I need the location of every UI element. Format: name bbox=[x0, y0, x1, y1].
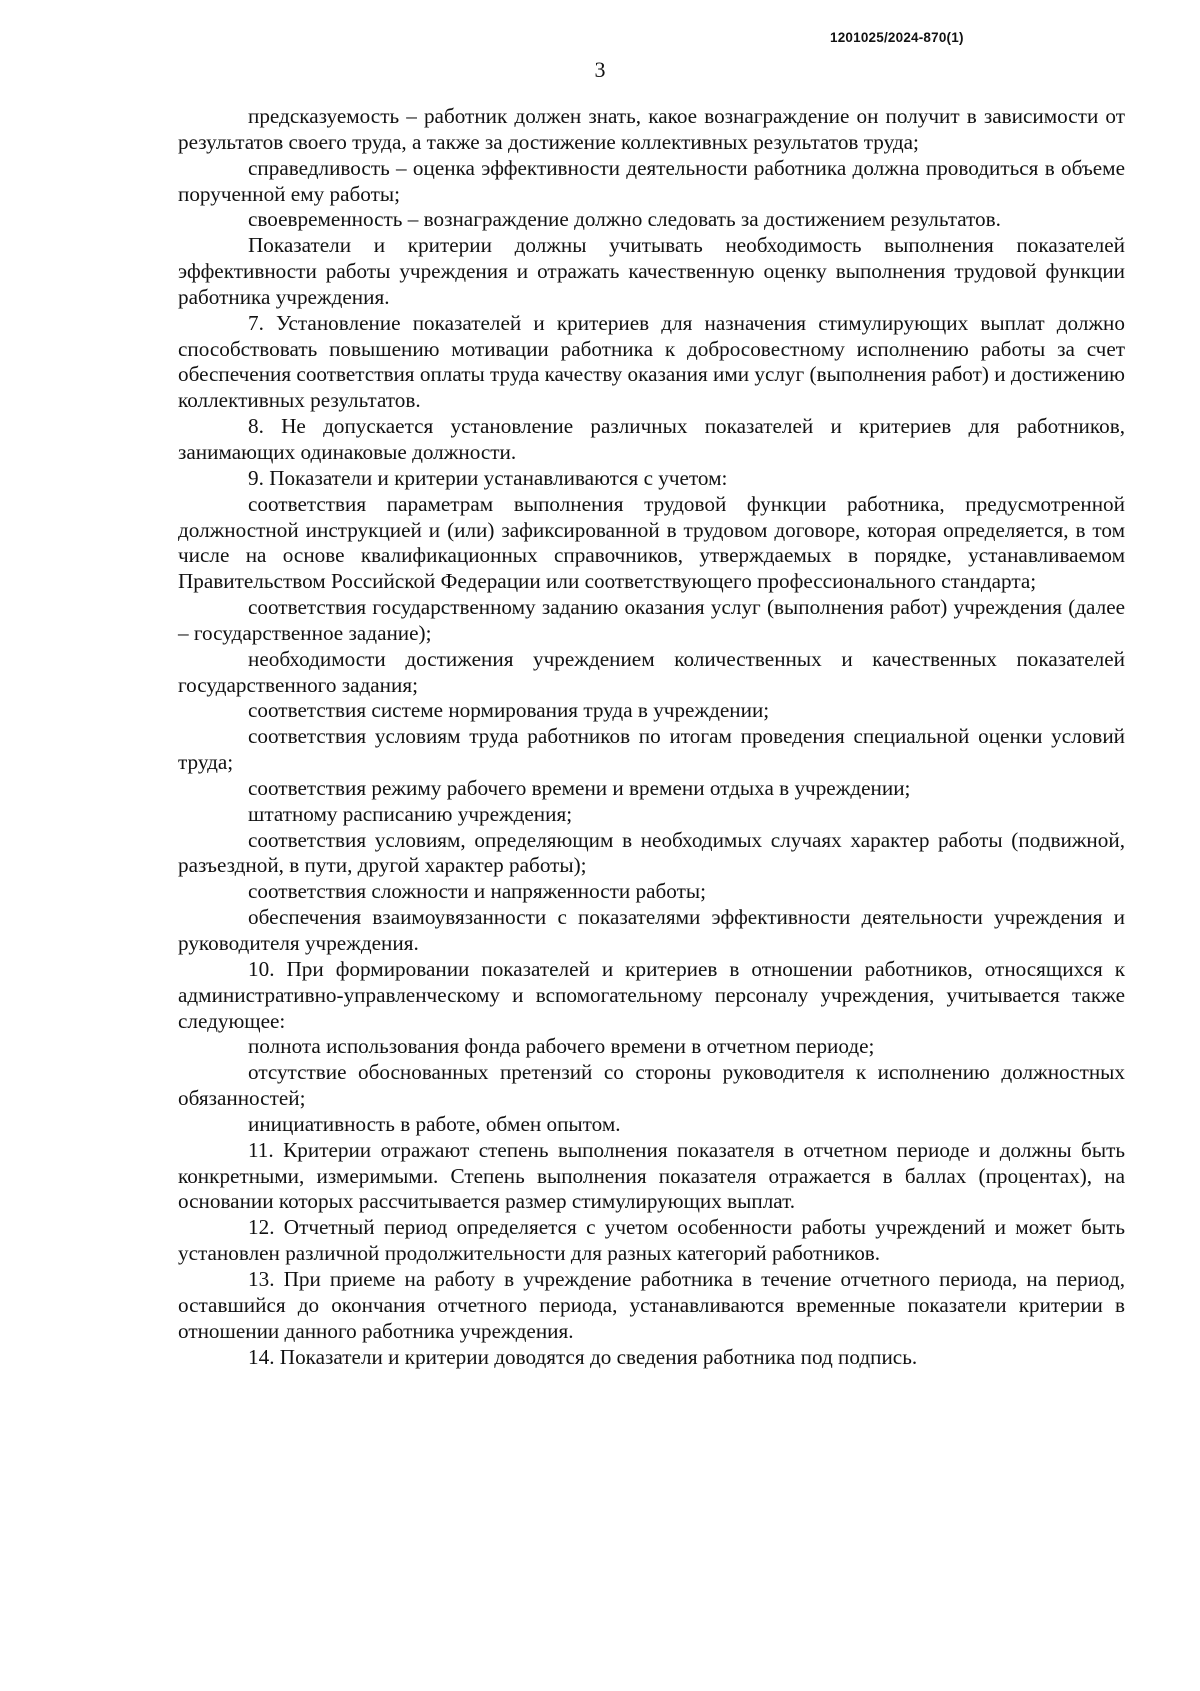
document-body bbox=[178, 104, 1125, 1370]
paragraph: отсутствие обоснованных претензий со стороны руководителя к исполнению должностных обязанностей; bbox=[178, 1060, 1125, 1111]
paragraph: справедливость – оценка эффективности деятельности работника должна проводиться в объеме порученной ему работы; bbox=[178, 155, 1125, 206]
paragraph: 10. При формировании показателей и критериев в отношении работников, относящихся к административно-управленческому и вспомогательному персоналу учреждения, учитывается также следующее: bbox=[178, 956, 1125, 1033]
paragraph: полнота использования фонда рабочего времени в отчетном периоде; bbox=[248, 1034, 875, 1059]
paragraph: необходимости достижения учреждением количественных и качественных показателей государственного задания; bbox=[178, 646, 1125, 697]
paragraph: обеспечения взаимоувязанности с показателями эффективности деятельности учреждения и руководителя учреждения. bbox=[178, 905, 1125, 955]
paragraph: 9. Показатели и критерии устанавливаются с учетом: bbox=[248, 465, 728, 490]
paragraph: 13. При приеме на работу в учреждение работника в течение отчетного периода, на период, оставшийся до окончания отчетного периода, устанавливаются временные показатели критерии в отношении данного работника учреждения. bbox=[178, 1266, 1125, 1343]
paragraph: 7. Установление показателей и критериев для назначения стимулирующих выплат должно способствовать повышению мотивации работника к добросовестному исполнению работы за счет обеспечения соответствия оплаты труда качеству оказания ими услуг (выполнения работ) и достижению коллективных результатов. bbox=[178, 310, 1126, 413]
paragraph: соответствия параметрам выполнения трудовой функции работника, предусмотренной должностной инструкцией и (или) зафиксированной в трудовом договоре, которая определяется, в том числе на основе квалификационных справочников, утверждаемых в порядке, устанавливаемом Правительством Российской Федерации или соответствующего профессионального стандарта; bbox=[178, 491, 1125, 594]
paragraph: предсказуемость – работник должен знать, какое вознаграждение он получит в зависимости от результатов своего труда, а также за достижение коллективных результатов труда; bbox=[178, 104, 1125, 154]
paragraph: 8. Не допускается установление различных показателей и критериев для работников, занимающих одинаковые должности. bbox=[178, 414, 1125, 464]
paragraph: 12. Отчетный период определяется с учетом особенности работы учреждений и может быть установлен различной продолжительности для разных категорий работников. bbox=[178, 1215, 1125, 1266]
document-registration-number: 1201025/2024-870(1) bbox=[830, 30, 964, 45]
paragraph: 11. Критерии отражают степень выполнения показателя в отчетном периоде и должны быть конкретными, измеримыми. Степень выполнения показателя отражается в баллах (процентах), на основании которых рассчитывается размер стимулирующих выплат. bbox=[178, 1137, 1125, 1214]
paragraph: соответствия условиям, определяющим в необходимых случаях характер работы (подвижной, разъездной, в пути, другой характер работы); bbox=[178, 827, 1125, 878]
paragraph: своевременность – вознаграждение должно следовать за достижением результатов. bbox=[248, 207, 1001, 232]
paragraph: соответствия государственному заданию оказания услуг (выполнения работ) учреждения (далее – государственное задание); bbox=[178, 595, 1125, 645]
paragraph: Показатели и критерии должны учитывать необходимость выполнения показателей эффективности работы учреждения и отражать качественную оценку выполнения трудовой функции работника учреждения. bbox=[178, 233, 1125, 309]
paragraph: соответствия сложности и напряженности работы; bbox=[248, 879, 706, 904]
paragraph: инициативность в работе, обмен опытом. bbox=[248, 1111, 621, 1136]
paragraph: штатному расписанию учреждения; bbox=[248, 801, 573, 826]
paragraph: соответствия системе нормирования труда в учреждении; bbox=[248, 698, 770, 723]
paragraph: 14. Показатели и критерии доводятся до сведения работника под подпись. bbox=[248, 1344, 918, 1369]
paragraph: соответствия режиму рабочего времени и времени отдыха в учреждении; bbox=[248, 775, 911, 800]
paragraph: соответствия условиям труда работников по итогам проведения специальной оценки условий труда; bbox=[178, 724, 1125, 775]
page-number: 3 bbox=[594, 57, 606, 82]
